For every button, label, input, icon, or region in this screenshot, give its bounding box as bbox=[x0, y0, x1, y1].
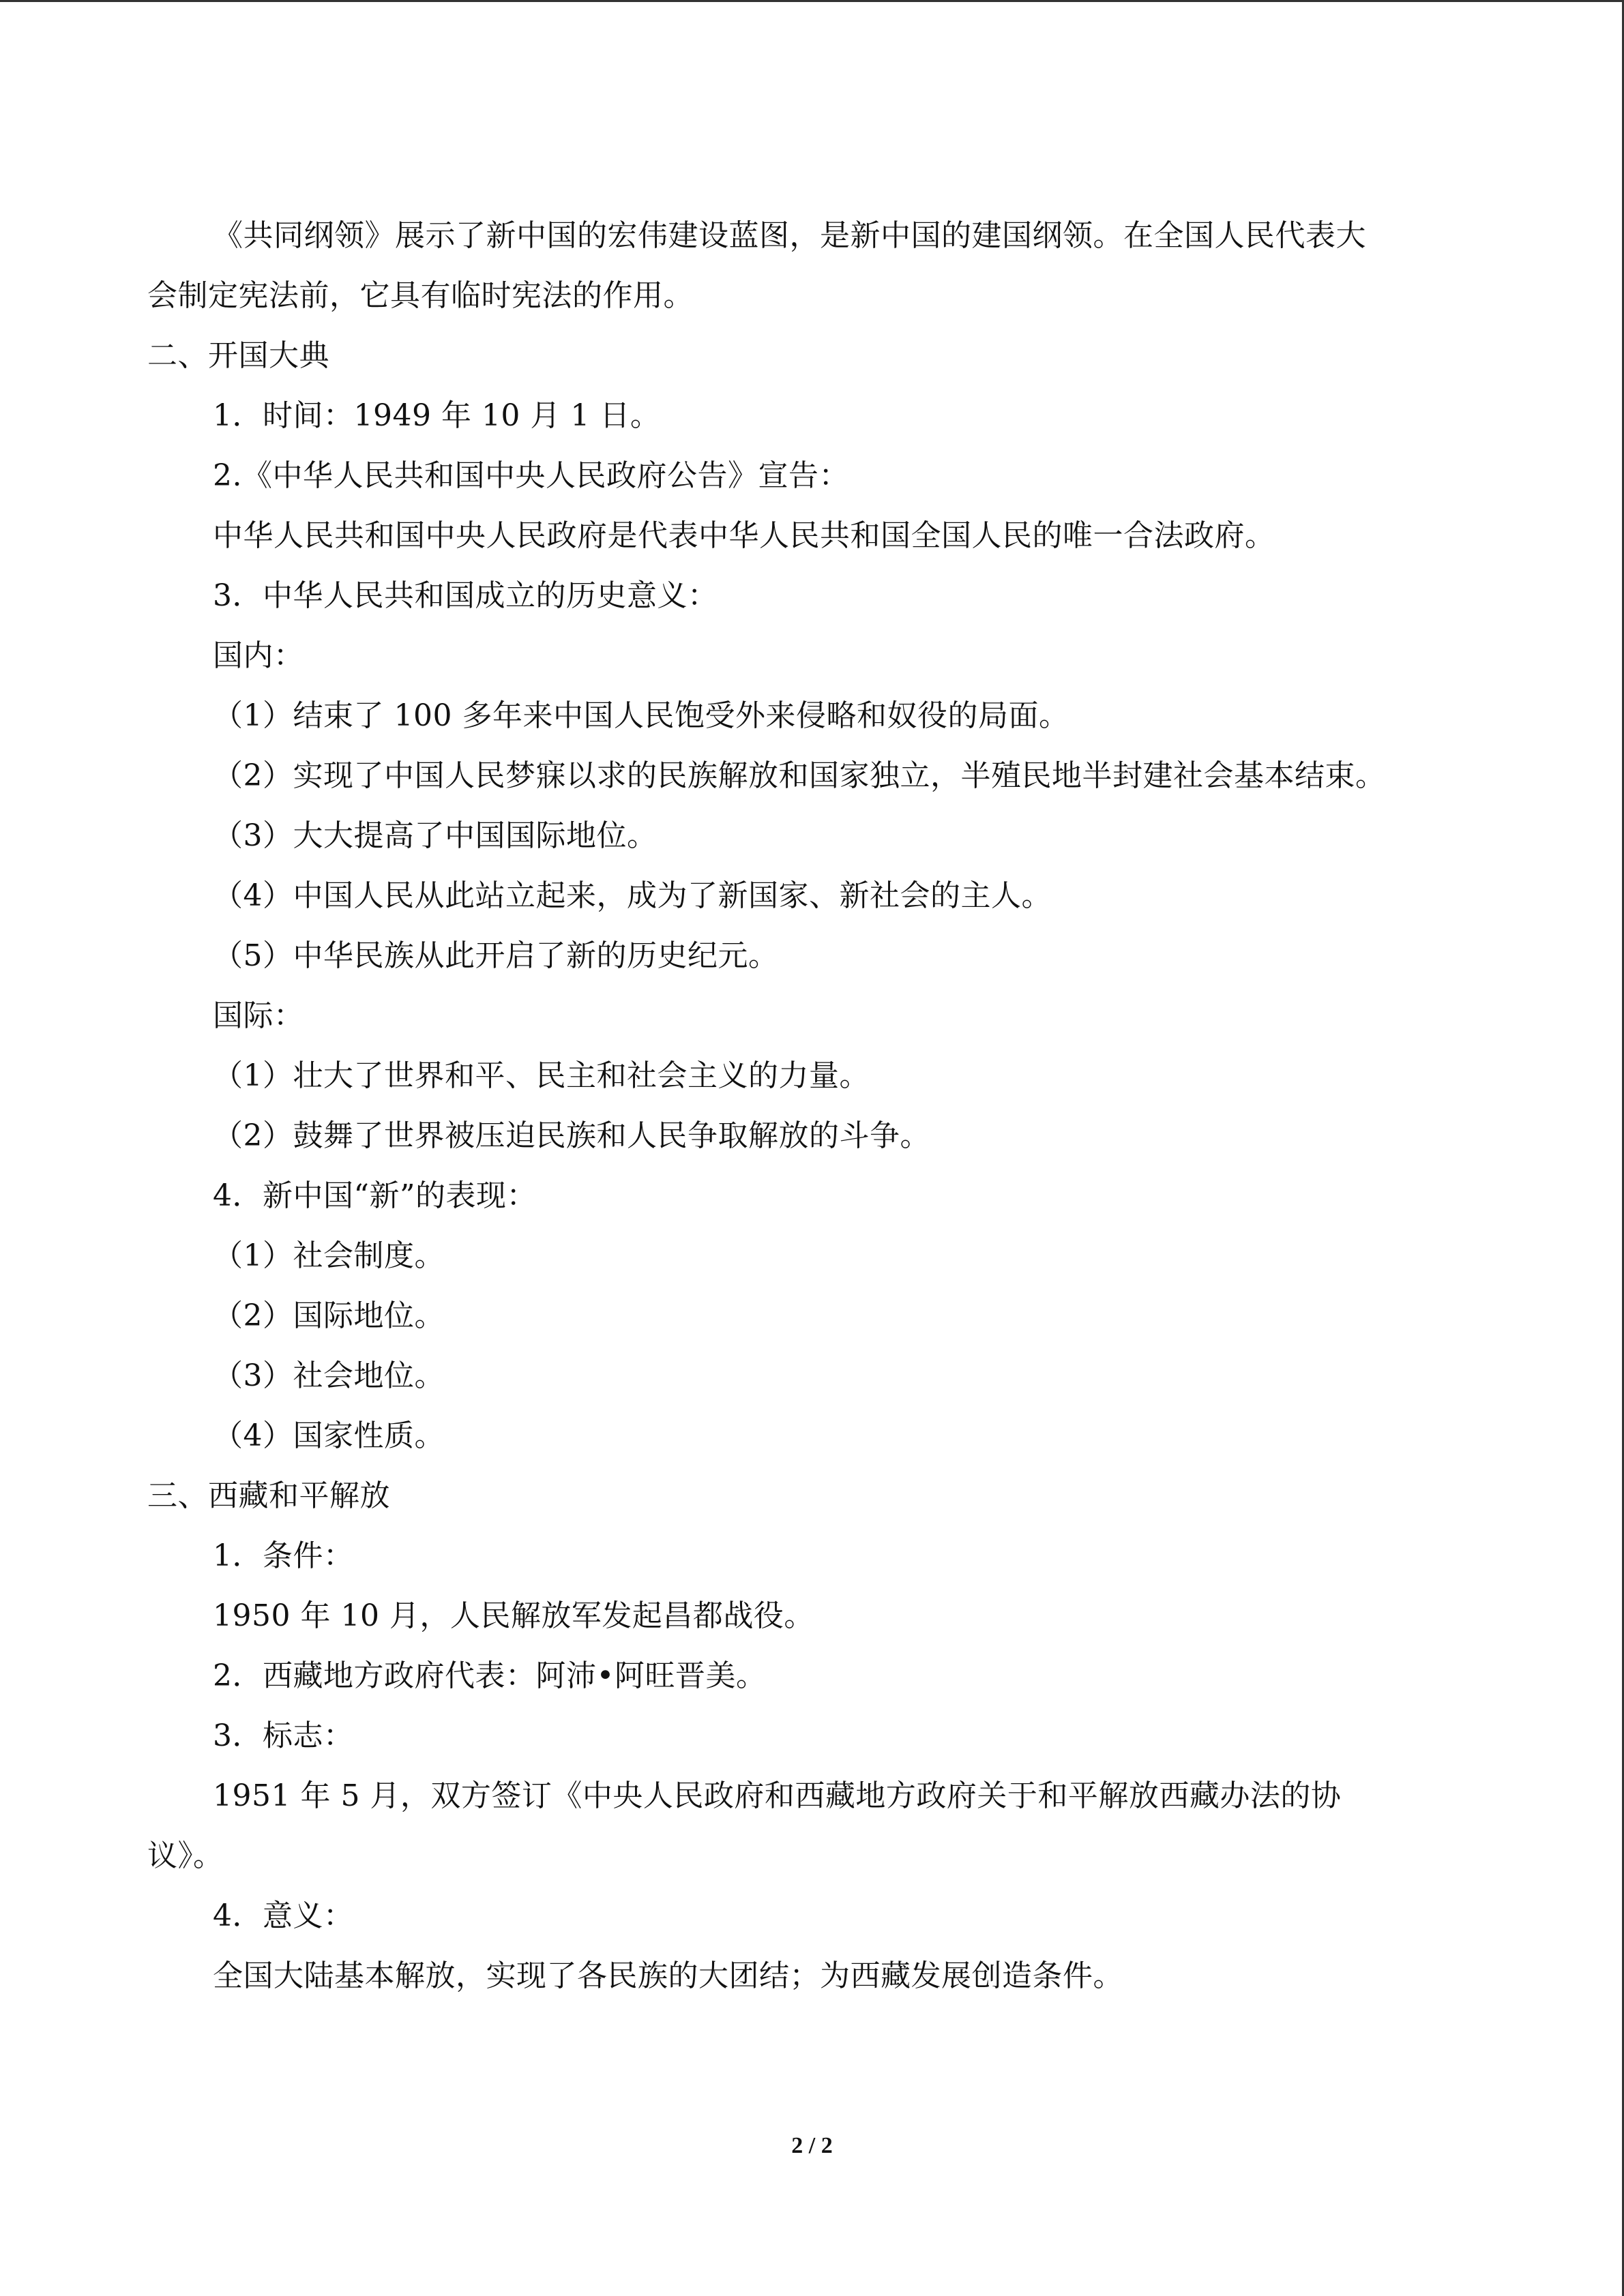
page-number: 2 / 2 bbox=[791, 2133, 833, 2158]
list-item: 1．条件： bbox=[213, 1538, 354, 1573]
list-item: （5）中华民族从此开启了新的历史纪元。 bbox=[213, 938, 779, 973]
list-item: （3）大大提高了中国国际地位。 bbox=[213, 818, 658, 853]
section-heading: 三、西藏和平解放 bbox=[147, 1478, 390, 1513]
paragraph-line: 全国大陆基本解放，实现了各民族的大团结；为西藏发展创造条件。 bbox=[213, 1958, 1123, 1993]
list-item: （4）国家性质。 bbox=[213, 1418, 445, 1453]
list-item: 2．西藏地方政府代表：阿沛•阿旺晋美。 bbox=[213, 1658, 767, 1693]
list-item: （1）结束了 100 多年来中国人民饱受外来侵略和奴役的局面。 bbox=[213, 698, 1069, 733]
list-item: （4）中国人民从此站立起来，成为了新国家、新社会的主人。 bbox=[213, 878, 1052, 913]
subheading: 国内： bbox=[213, 638, 304, 673]
paragraph-line: 中华人民共和国中央人民政府是代表中华人民共和国全国人民的唯一合法政府。 bbox=[213, 518, 1275, 553]
list-item: （2）鼓舞了世界被压迫民族和人民争取解放的斗争。 bbox=[213, 1118, 930, 1153]
list-item: （1）壮大了世界和平、民主和社会主义的力量。 bbox=[213, 1058, 870, 1093]
list-item: （3）社会地位。 bbox=[213, 1358, 445, 1393]
list-item: （2）国际地位。 bbox=[213, 1298, 445, 1333]
list-item: （1）社会制度。 bbox=[213, 1238, 445, 1273]
paragraph-line: 1950 年 10 月，人民解放军发起昌都战役。 bbox=[213, 1598, 814, 1633]
list-item: 4．新中国“新”的表现： bbox=[213, 1178, 537, 1213]
list-item: 3．标志： bbox=[213, 1718, 354, 1753]
list-item: 1．时间：1949 年 10 月 1 日。 bbox=[213, 398, 661, 433]
list-item: （2）实现了中国人民梦寐以求的民族解放和国家独立，半殖民地半封建社会基本结束。 bbox=[213, 758, 1386, 793]
list-item: 2.《中华人民共和国中央人民政府公告》宣告： bbox=[213, 458, 849, 493]
subheading: 国际： bbox=[213, 998, 304, 1033]
list-item: 3．中华人民共和国成立的历史意义： bbox=[213, 578, 718, 613]
paragraph-line: 1951 年 5 月，双方签订《中央人民政府和西藏地方政府关于和平解放西藏办法的协 bbox=[213, 1778, 1342, 1813]
section-heading: 二、开国大典 bbox=[147, 338, 329, 373]
paragraph-line: 议》。 bbox=[147, 1838, 224, 1873]
paragraph-line: 会制定宪法前，它具有临时宪法的作用。 bbox=[147, 278, 694, 313]
list-item: 4．意义： bbox=[213, 1898, 354, 1933]
paragraph-line: 《共同纲领》展示了新中国的宏伟建设蓝图，是新中国的建国纲领。在全国人民代表大 bbox=[213, 218, 1366, 253]
